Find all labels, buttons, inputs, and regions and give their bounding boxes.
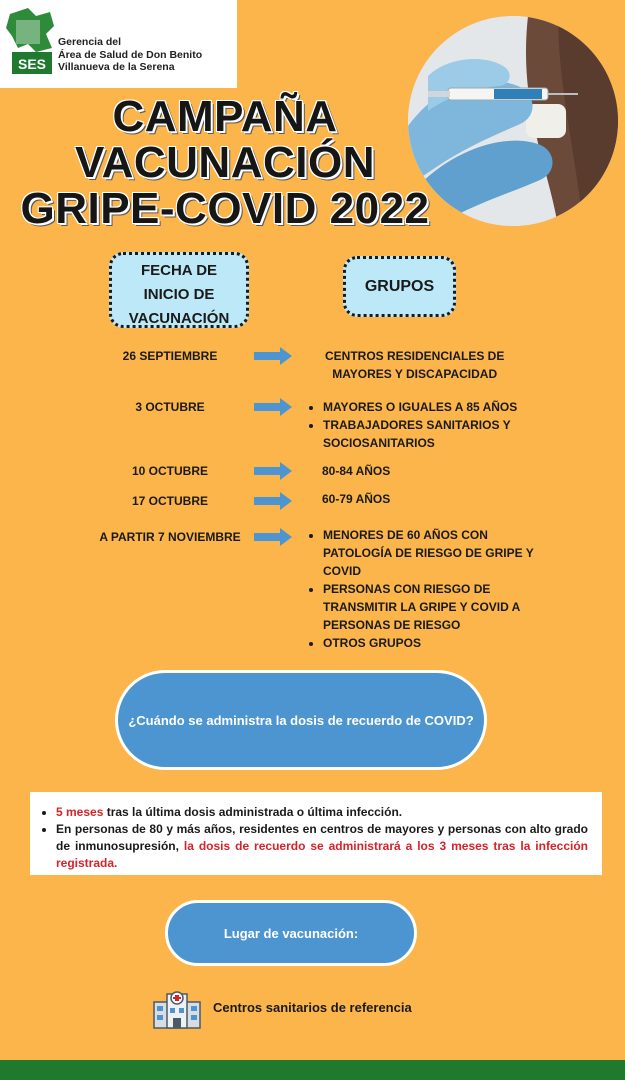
vaccination-place-banner: Lugar de vacunación: — [165, 900, 417, 966]
arrow-right-icon — [254, 492, 292, 510]
schedule-groups — [322, 490, 390, 508]
info-highlight: la dosis de recuerdo se administrará a los 3 meses tras la infección registrada. — [56, 839, 588, 870]
booster-question-banner: ¿Cuándo se administra la dosis de recuerdo de COVID? — [115, 670, 487, 770]
org-line: Gerencia del — [58, 36, 122, 48]
schedule-date: A PARTIR 7 NOVIEMBRE — [99, 530, 241, 544]
group-item: • MAYORES O IGUALES A 85 AÑOS — [323, 398, 545, 416]
group-text: 80-84 AÑOS — [322, 464, 391, 478]
schedule-groups — [322, 462, 390, 480]
arrow-right-icon — [254, 462, 292, 480]
group-item: • TRABAJADORES SANITARIOS Y SOCIOSANITARIOS — [323, 416, 545, 452]
schedule-groups — [305, 398, 545, 452]
group-text: CENTROS RESIDENCIALES DE — [325, 349, 505, 363]
title-line-3: GRIPE-COVID 2022 — [20, 184, 430, 233]
logo-abbr: SES — [17, 56, 47, 72]
info-text: En personas de 80 y más años, residentes en centros de mayores y personas con alto grado de inmunosupresión, — [56, 822, 588, 853]
org-line: Villanueva de la Serena — [58, 61, 175, 73]
schedule-date: 10 OCTUBRE — [131, 464, 208, 478]
footer-bar — [0, 1060, 625, 1080]
logo-block — [0, 0, 237, 88]
date-header-line: FECHA DE — [140, 262, 218, 279]
info-highlight: 5 meses — [56, 805, 104, 819]
arrow-right-icon — [254, 528, 292, 546]
schedule-groups — [325, 347, 504, 383]
group-text: 60-79 AÑOS — [322, 492, 391, 506]
info-text: tras la última dosis administrada o última infección. — [103, 805, 403, 819]
date-header-line: VACUNACIÓN — [128, 310, 230, 327]
schedule-date: 3 OCTUBRE — [135, 400, 205, 414]
org-line: Área de Salud de Don Benito — [58, 48, 203, 61]
reference-centers-label: Centros sanitarios de referencia — [213, 1000, 412, 1015]
group-text: MAYORES Y DISCAPACIDAD — [332, 367, 498, 381]
title-line-1: CAMPAÑA — [112, 92, 338, 141]
vaccination-photo — [408, 16, 618, 226]
info-item — [56, 821, 588, 872]
date-header-line: INICIO DE — [143, 286, 215, 303]
booster-info-box — [30, 792, 602, 875]
info-item — [56, 804, 588, 821]
title-line-2: VACUNACIÓN — [75, 138, 375, 187]
date-header-pill — [109, 252, 249, 328]
group-item: • PERSONAS CON RIESGO DE TRANSMITIR LA GRIPE Y COVID A PERSONAS DE RIESGO — [323, 580, 550, 634]
hospital-icon — [152, 988, 202, 1030]
vaccination-illustration — [408, 16, 618, 226]
organization-name — [58, 36, 202, 74]
schedule-groups — [305, 526, 550, 652]
group-item: • MENORES DE 60 AÑOS CON PATOLOGÍA DE RIESGO DE GRIPE Y COVID — [323, 526, 550, 580]
schedule-date: 17 OCTUBRE — [131, 494, 208, 508]
groups-header-pill: GRUPOS — [343, 256, 456, 317]
arrow-right-icon — [254, 398, 292, 416]
schedule-date: 26 SEPTIEMBRE — [122, 349, 218, 363]
arrow-right-icon — [254, 347, 292, 365]
ses-logo-icon — [6, 8, 56, 76]
group-item: • OTROS GRUPOS — [323, 634, 550, 652]
